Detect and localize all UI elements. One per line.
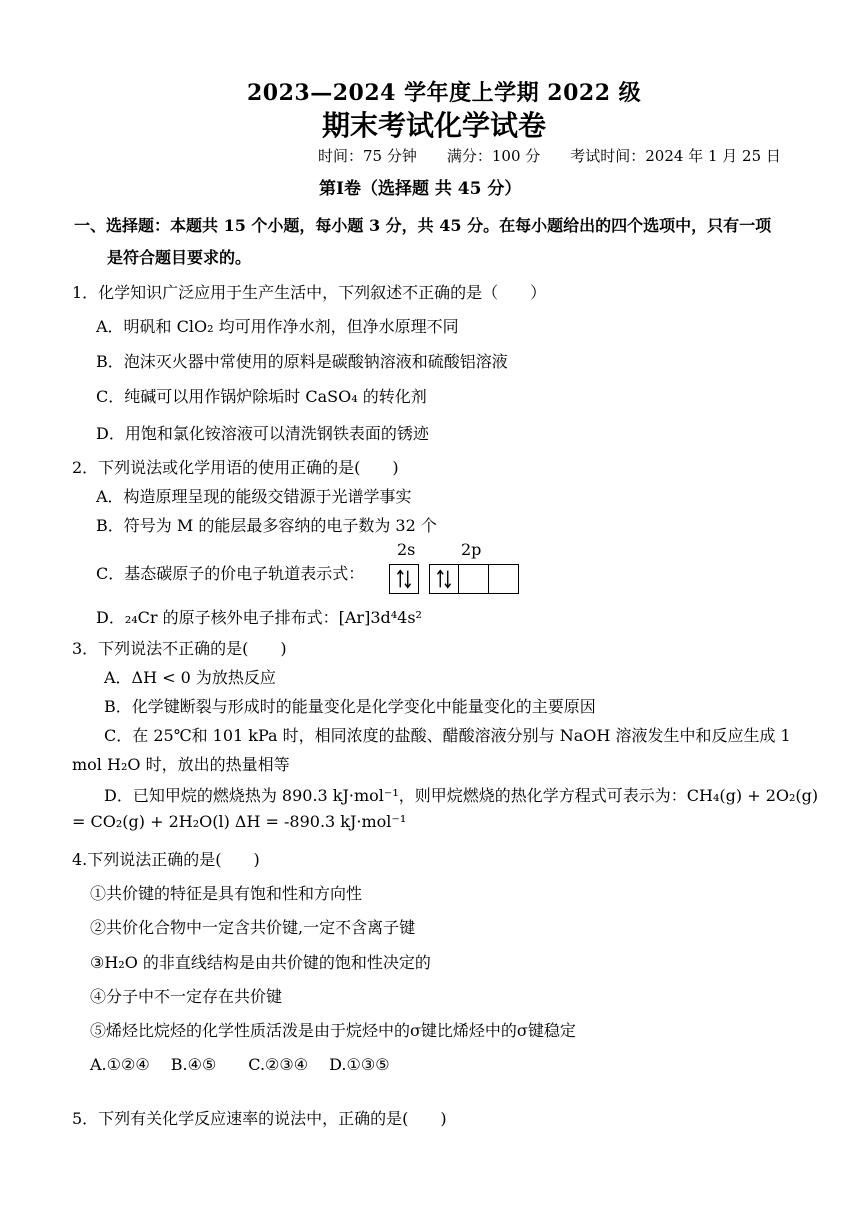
question-3-option-c: C．在 25℃和 101 kPa 时，相同浓度的盐酸、醋酸溶液分别与 NaOH 溶液发生中和反应生成 1	[104, 726, 791, 745]
question-1-stem: 1．化学知识广泛应用于生产生活中，下列叙述不正确的是（ ）	[72, 283, 547, 302]
question-4-statement-5: ⑤烯烃比烷烃的化学性质活泼是由于烷烃中的σ键比烯烃中的σ键稳定	[90, 1021, 576, 1040]
paired-electron-arrows-icon	[430, 565, 458, 593]
question-1-option-c: C．纯碱可以用作锅炉除垢时 CaSO₄ 的转化剂	[96, 387, 427, 406]
orbital-label-2s: 2s	[397, 540, 416, 559]
orbital-box	[489, 564, 519, 594]
question-5-stem: 5．下列有关化学反应速率的说法中，正确的是( )	[72, 1109, 447, 1128]
question-4-statement-1: ①共价键的特征是具有饱和性和方向性	[90, 884, 363, 903]
question-4-stem: 4.下列说法正确的是( )	[72, 850, 260, 869]
question-1-option-a: A．明矾和 ClO₂ 均可用作净水剂，但净水原理不同	[96, 317, 459, 336]
question-3-option-b: B．化学键断裂与形成时的能量变化是化学变化中能量变化的主要原因	[104, 697, 596, 716]
question-4-statement-3: ③H₂O 的非直线结构是由共价键的饱和性决定的	[90, 953, 431, 972]
question-1-option-b: B．泡沫灭火器中常使用的原料是碳酸钠溶液和硫酸铝溶液	[96, 352, 508, 371]
orbital-diagram-2p	[429, 564, 519, 594]
question-3-option-d-cont: = CO₂(g) + 2H₂O(l) ΔH = -890.3 kJ·mol⁻¹	[72, 812, 407, 831]
exam-meta: 时间：75 分钟 满分：100 分 考试时间：2024 年 1 月 25 日	[318, 147, 781, 165]
exam-title-line1: 2023—2024 学年度上学期 2022 级	[247, 80, 642, 106]
question-4-statement-2: ②共价化合物中一定含共价键,一定不含离子键	[90, 918, 416, 937]
question-4-statement-4: ④分子中不一定存在共价键	[90, 987, 283, 1006]
paired-electron-arrows-icon	[390, 565, 418, 593]
part-heading: 一、选择题：本题共 15 个小题，每小题 3 分，共 45 分。在每小题给出的四个选项中，只有一项	[74, 216, 772, 235]
part-heading-cont: 是符合题目要求的。	[107, 248, 252, 267]
question-4-options: A.①②④ B.④⑤ C.②③④ D.①③⑤	[90, 1055, 390, 1074]
question-2-option-a: A．构造原理呈现的能级交错源于光谱学事实	[96, 487, 412, 506]
orbital-diagram-2s	[389, 564, 419, 594]
orbital-label-2p: 2p	[461, 540, 482, 559]
question-1-option-d: D．用饱和氯化铵溶液可以清洗钢铁表面的锈迹	[96, 424, 429, 443]
section-title: 第Ⅰ卷（选择题 共 45 分）	[319, 179, 522, 199]
question-2-option-b: B．符号为 M 的能层最多容纳的电子数为 32 个	[96, 516, 437, 535]
question-2-option-d: D．₂₄Cr 的原子核外电子排布式：[Ar]3d⁴4s²	[96, 608, 422, 627]
orbital-box	[429, 564, 459, 594]
orbital-box	[459, 564, 489, 594]
question-2-option-c: C．基态碳原子的价电子轨道表示式：	[96, 564, 365, 583]
orbital-box	[389, 564, 419, 594]
question-3-option-c-cont: mol H₂O 时，放出的热量相等	[72, 755, 290, 774]
question-3-option-d: D．已知甲烷的燃烧热为 890.3 kJ·mol⁻¹，则甲烷燃烧的热化学方程式可表示为：CH₄(g) + 2O₂(g)	[104, 786, 819, 805]
question-3-stem: 3．下列说法不正确的是( )	[72, 639, 287, 658]
exam-title-line2: 期末考试化学试卷	[322, 109, 547, 142]
question-3-option-a: A．ΔH < 0 为放热反应	[104, 668, 276, 687]
question-2-stem: 2．下列说法或化学用语的使用正确的是( )	[72, 458, 399, 477]
